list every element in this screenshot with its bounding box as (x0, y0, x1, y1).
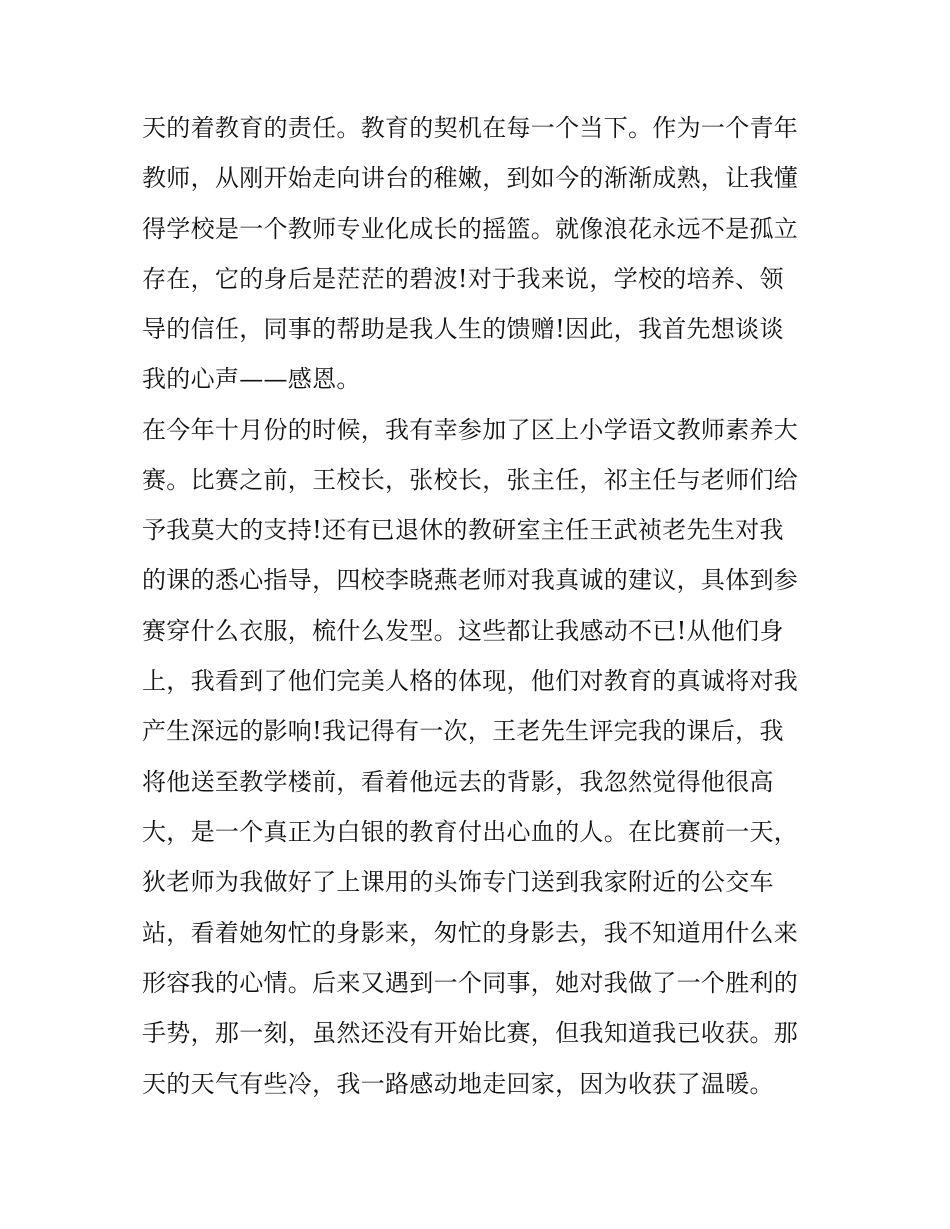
text-line: 导的信任，同事的帮助是我人生的馈赠!因此，我首先想谈谈 (142, 315, 784, 343)
text-line: 我的心声——感恩。 (142, 365, 361, 393)
text-line: 得学校是一个教师专业化成长的摇篮。就像浪花永远不是孤立 (142, 215, 799, 243)
text-line: 赛。比赛之前，王校长，张校长，张主任，祁主任与老师们给 (142, 466, 799, 494)
text-line: 在今年十月份的时候，我有幸参加了区上小学语文教师素养大 (142, 416, 799, 444)
text-line: 将他送至教学楼前，看着他远去的背影，我忽然觉得他很高 (142, 768, 774, 796)
text-line: 上，我看到了他们完美人格的体现，他们对教育的真诚将对我 (142, 667, 799, 695)
text-line: 赛穿什么衣服，梳什么发型。这些都让我感动不已!从他们身 (142, 617, 784, 645)
text-line: 手势，那一刻，虽然还没有开始比赛，但我知道我已收获。那 (142, 1019, 799, 1047)
text-line: 教师，从刚开始走向讲台的稚嫩，到如今的渐渐成熟，让我懂 (142, 164, 799, 192)
text-line: 的课的悉心指导，四校李晓燕老师对我真诚的建议，具体到参 (142, 566, 799, 594)
text-line: 大，是一个真正为白银的教育付出心血的人。在比赛前一天， (142, 818, 799, 846)
text-line: 天的天气有些冷，我一路感动地走回家，因为收获了温暖。 (142, 1070, 774, 1098)
text-line: 存在，它的身后是茫茫的碧波!对于我来说，学校的培养、领 (142, 265, 784, 293)
text-line: 天的着教育的责任。教育的契机在每一个当下。作为一个青年 (142, 114, 799, 142)
text-line: 产生深远的影响!我记得有一次，王老先生评完我的课后，我 (142, 717, 784, 745)
text-line: 予我莫大的支持!还有已退休的教研室主任王武祯老先生对我 (142, 516, 784, 544)
text-line: 站，看着她匆忙的身影来，匆忙的身影去，我不知道用什么来 (142, 919, 799, 947)
text-line: 狄老师为我做好了上课用的头饰专门送到我家附近的公交车 (142, 868, 774, 896)
text-line: 形容我的心情。后来又遇到一个同事，她对我做了一个胜利的 (142, 969, 799, 997)
